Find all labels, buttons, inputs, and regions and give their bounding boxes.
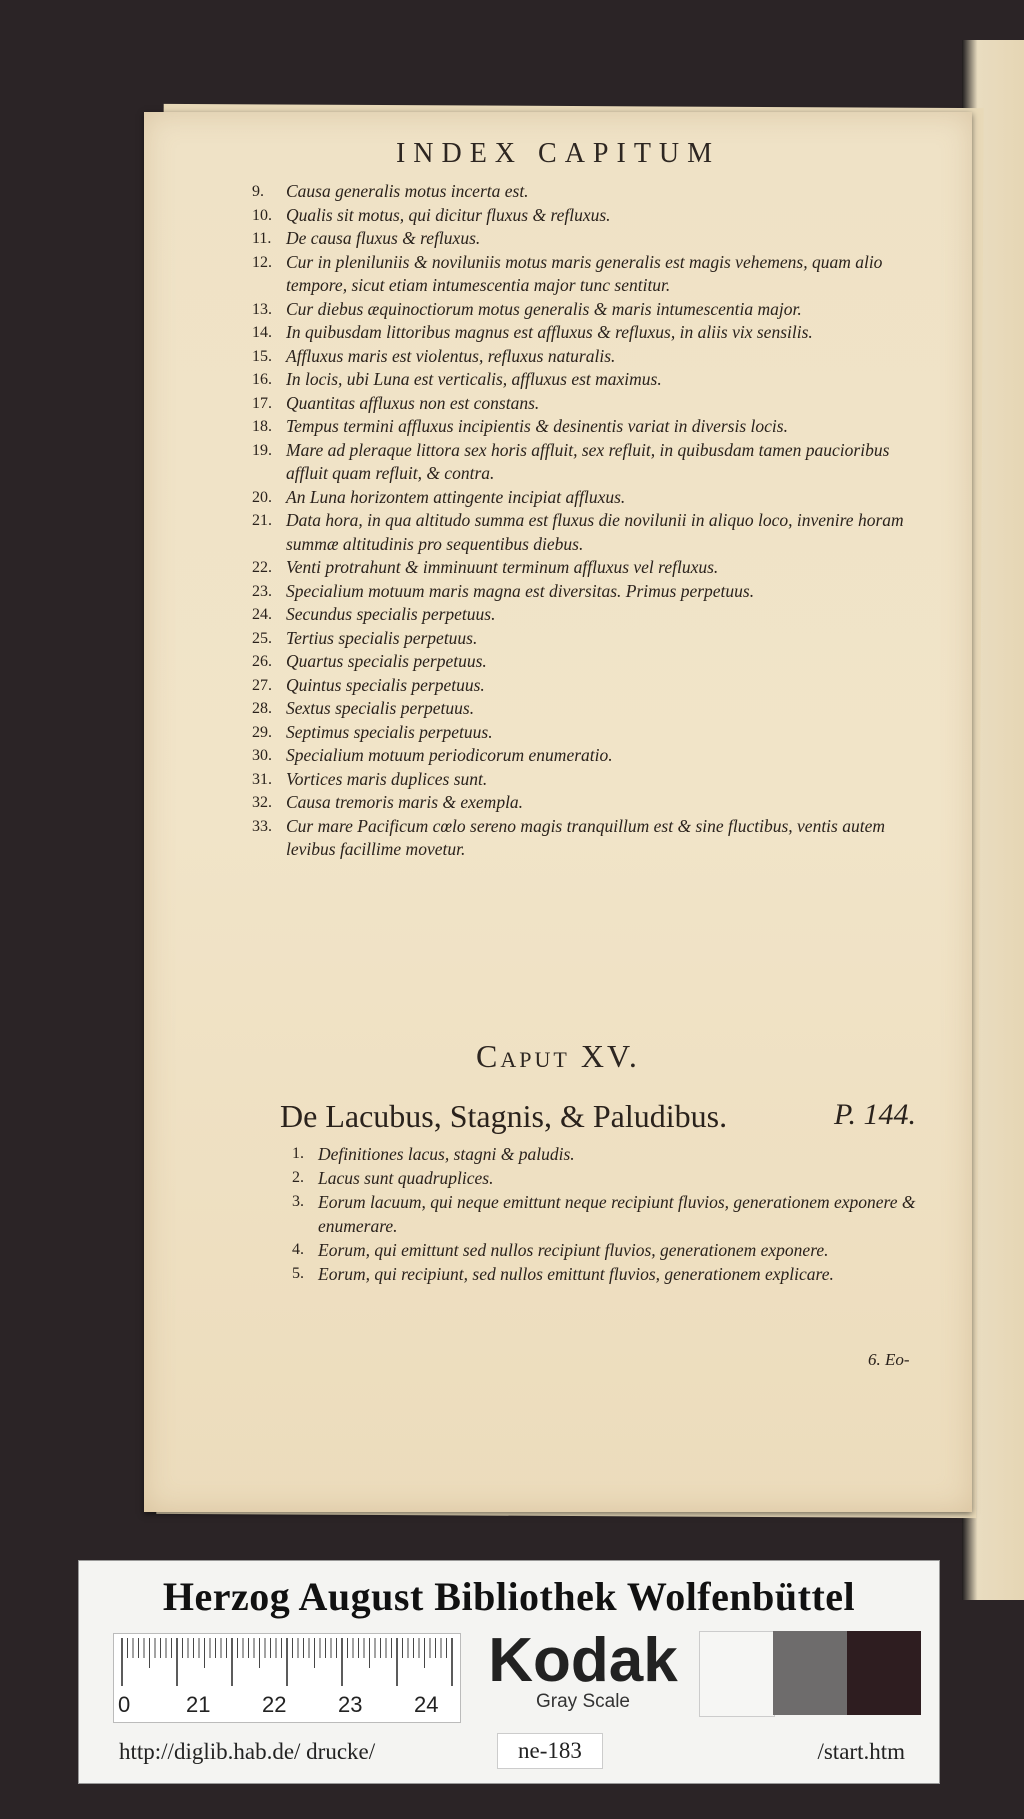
- entry-text: Eorum lacuum, qui neque emittunt neque recipiunt fluvios, generationem exponere & enumerare.: [318, 1192, 916, 1236]
- entry-text: Venti protrahunt & imminuunt terminum affluxus vel refluxus.: [286, 557, 719, 577]
- entry-number: 32.: [252, 794, 272, 811]
- ruler-label: 21: [186, 1692, 211, 1717]
- entry-number: 10.: [252, 206, 272, 224]
- index-entry: [252, 439, 932, 486]
- entry-text: Secundus specialis perpetuus.: [286, 604, 496, 624]
- ruler-label: 0: [118, 1692, 131, 1717]
- gray-swatch-dark: [847, 1631, 921, 1715]
- library-title: Herzog August Bibliothek Wolfenbüttel: [162, 1574, 856, 1619]
- entry-number: 30.: [252, 747, 272, 764]
- url-prefix: http://diglib.hab.de/ drucke/: [119, 1739, 376, 1764]
- index-entry: [252, 556, 932, 580]
- entry-text: Cur mare Pacificum cœlo sereno magis tranquillum est & sine fluctibus, ventis autem levibus facillime movetur.: [286, 815, 885, 859]
- url-suffix: /start.htm: [817, 1739, 905, 1764]
- index-entry: [252, 791, 932, 815]
- entry-number: 15.: [252, 347, 272, 365]
- ruler-label: 23: [338, 1692, 363, 1717]
- entry-text: Sextus specialis perpetuus.: [286, 698, 475, 718]
- index-entry: [292, 1190, 932, 1238]
- entry-number: 28.: [252, 700, 272, 717]
- gray-swatch-light: [699, 1631, 775, 1717]
- entry-number: 24.: [252, 606, 272, 623]
- page-heading: INDEX CAPITUM: [395, 138, 721, 169]
- entry-text: Causa generalis motus incerta est.: [286, 181, 529, 201]
- entry-text: Septimus specialis perpetuus.: [286, 721, 493, 742]
- entry-number: 2.: [292, 1169, 304, 1186]
- entry-number: 18.: [252, 418, 272, 435]
- index-entry: [252, 603, 932, 627]
- chapter-index-list: [252, 180, 932, 862]
- entry-number: 4.: [292, 1241, 304, 1258]
- entry-text: Lacus sunt quadruplices.: [318, 1168, 494, 1188]
- entry-text: Definitiones lacus, stagni & paludis.: [318, 1144, 575, 1164]
- entry-text: Mare ad pleraque littora sex horis affluit, sex refluit, in quibusdam tamen paucioribus affluit quam refluit, & contra.: [286, 439, 890, 483]
- index-entry: [252, 321, 932, 345]
- entry-text: In quibusdam littoribus magnus est affluxus & refluxus, in aliis vix sensilis.: [286, 322, 813, 342]
- chapter-heading: Caput XV.: [476, 1038, 640, 1074]
- index-entry: [252, 650, 932, 674]
- entry-number: 23.: [252, 582, 272, 600]
- index-entry: [252, 204, 932, 228]
- entry-text: Vortices maris duplices sunt.: [286, 768, 488, 789]
- ruler-label: 24: [414, 1692, 439, 1717]
- entry-number: 26.: [252, 653, 272, 670]
- entry-number: 9.: [252, 183, 264, 200]
- entry-number: 5.: [292, 1265, 304, 1282]
- index-entry: [292, 1166, 932, 1190]
- index-entry: [252, 415, 932, 439]
- entry-number: 31.: [252, 770, 272, 788]
- index-entry: [252, 815, 932, 862]
- gray-swatch-mid: [773, 1631, 847, 1715]
- entry-text: Specialium motuum maris magna est diversitas. Primus perpetuus.: [286, 580, 755, 601]
- entry-number: 11.: [252, 230, 272, 247]
- entry-text: De causa fluxus & refluxus.: [286, 228, 481, 248]
- entry-number: 19.: [252, 441, 272, 459]
- index-entry: [252, 721, 932, 745]
- library-color-bar: [78, 1560, 940, 1784]
- entry-text: Specialium motuum periodicorum enumeratio.: [286, 745, 613, 765]
- index-entry: [252, 298, 932, 322]
- index-entry: [252, 744, 932, 768]
- entry-text: Quantitas affluxus non est constans.: [286, 392, 540, 413]
- entry-number: 1.: [292, 1145, 304, 1162]
- index-entry: [252, 227, 932, 251]
- section-index-list: [292, 1142, 932, 1286]
- entry-text: In locis, ubi Luna est verticalis, affluxus est maximus.: [286, 369, 662, 389]
- index-entry: [252, 627, 932, 651]
- entry-number: 13.: [252, 300, 272, 318]
- entry-text: Eorum, qui emittunt sed nullos recipiunt fluvios, generationem exponere.: [318, 1240, 829, 1260]
- section-title: De Lacubus, Stagnis, & Paludibus.: [280, 1098, 728, 1134]
- entry-number: 14.: [252, 324, 272, 341]
- entry-number: 27.: [252, 676, 272, 694]
- entry-text: Eorum, qui recipiunt, sed nullos emittunt fluvios, generationem explicare.: [318, 1264, 834, 1284]
- index-entry: [292, 1142, 932, 1166]
- entry-text: Data hora, in qua altitudo summa est fluxus die novilunii in aliquo loco, invenire horam summæ altitudinis pro sequentibus diebus.: [286, 510, 904, 554]
- entry-text: Affluxus maris est violentus, refluxus naturalis.: [286, 345, 616, 366]
- index-entry: [252, 580, 932, 604]
- entry-text: Qualis sit motus, qui dicitur fluxus & refluxus.: [286, 204, 611, 225]
- entry-number: 20.: [252, 488, 272, 506]
- shelfmark: ne-183: [497, 1733, 603, 1769]
- entry-number: 17.: [252, 394, 272, 412]
- ruler-scale: [113, 1633, 461, 1723]
- index-entry: [252, 345, 932, 369]
- catchword: 6. Eo-: [868, 1350, 910, 1369]
- entry-text: Tertius specialis perpetuus.: [286, 627, 478, 648]
- entry-number: 12.: [252, 253, 272, 271]
- index-entry: [252, 509, 932, 556]
- entry-text: An Luna horizontem attingente incipiat affluxus.: [286, 486, 626, 507]
- entry-number: 21.: [252, 512, 272, 529]
- index-entry: [252, 768, 932, 792]
- kodak-logo: Kodak: [488, 1626, 678, 1695]
- entry-number: 22.: [252, 559, 272, 576]
- index-entry: [292, 1262, 932, 1286]
- entry-number: 3.: [292, 1193, 304, 1210]
- entry-text: Cur in pleniluniis & noviluniis motus maris generalis est magis vehemens, quam alio tempore, sicut etiam intumescentia major tunc sentitur.: [286, 251, 883, 295]
- ruler-label: 22: [262, 1692, 287, 1717]
- ruler-ticks: [114, 1634, 460, 1694]
- index-entry: [252, 486, 932, 510]
- entry-number: 16.: [252, 371, 272, 388]
- book-page: [144, 112, 972, 1512]
- entry-text: Tempus termini affluxus incipientis & desinentis variat in diversis locis.: [286, 416, 788, 436]
- index-entry: [252, 674, 932, 698]
- page-reference: P. 144.: [834, 1098, 916, 1131]
- gray-scale-label: Gray Scale: [536, 1691, 630, 1712]
- entry-text: Quintus specialis perpetuus.: [286, 674, 485, 695]
- entry-text: Causa tremoris maris & exempla.: [286, 792, 524, 812]
- entry-number: 33.: [252, 817, 272, 835]
- entry-text: Quartus specialis perpetuus.: [286, 651, 487, 671]
- entry-text: Cur diebus æquinoctiorum motus generalis & maris intumescentia major.: [286, 298, 802, 319]
- index-entry: [292, 1238, 932, 1262]
- index-entry: [252, 180, 932, 204]
- index-entry: [252, 392, 932, 416]
- index-entry: [252, 251, 932, 298]
- index-entry: [252, 697, 932, 721]
- entry-number: 29.: [252, 723, 272, 741]
- index-entry: [252, 368, 932, 392]
- entry-number: 25.: [252, 629, 272, 647]
